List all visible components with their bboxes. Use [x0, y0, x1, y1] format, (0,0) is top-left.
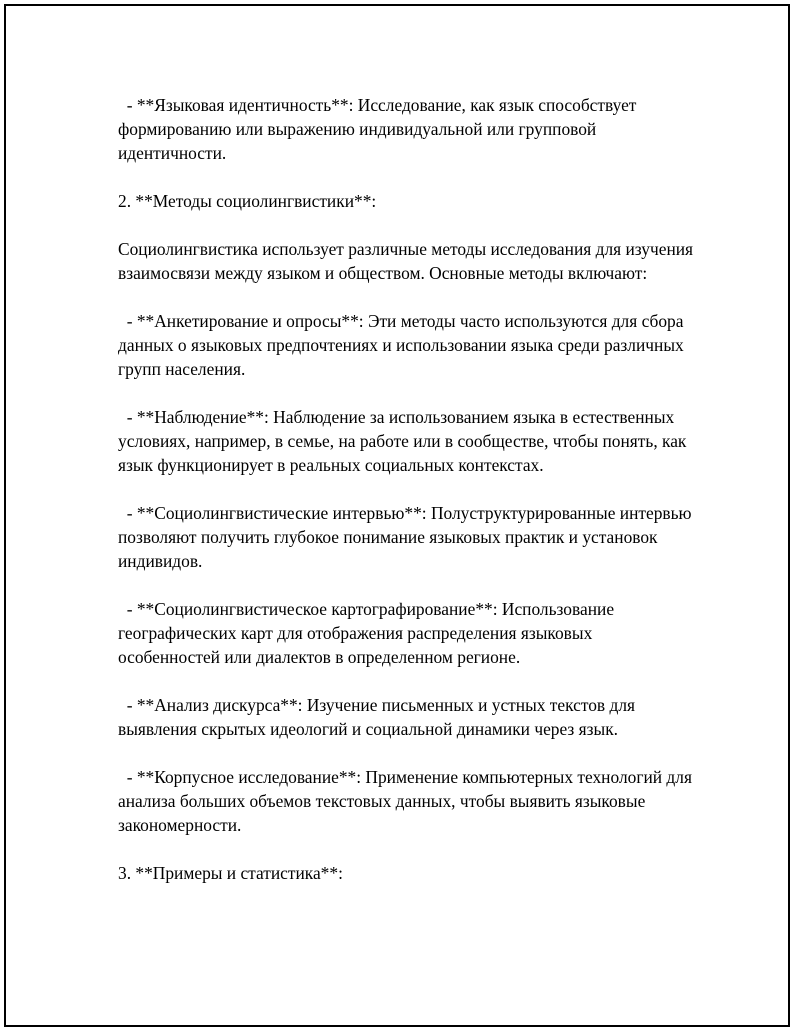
document-body — [118, 93, 698, 885]
methods-intro-paragraph: Социолингвистика использует различные методы исследования для изучения взаимосвязи между языком и обществом. Основные методы включают: — [118, 239, 698, 283]
section-heading-methods: 2. **Методы социолингвистики**: — [118, 191, 377, 211]
bullet-corpus-research: - **Корпусное исследование**: Применение компьютерных технологий для анализа больших объемов текстовых данных, чтобы выявить языковые закономерности. — [118, 767, 697, 835]
bullet-interviews: - **Социолингвистические интервью**: Полуструктурированные интервью позволяют получить глубокое понимание языковых практик и установок индивидов. — [118, 503, 696, 571]
bullet-language-identity: - **Языковая идентичность**: Исследование, как язык способствует формированию или выражению индивидуальной или групповой идентичности. — [118, 95, 641, 163]
bullet-mapping: - **Социолингвистическое картографирование**: Использование географических карт для отображения распределения языковых особенностей или диалектов в определенном регионе. — [118, 599, 619, 667]
bullet-discourse-analysis: - **Анализ дискурса**: Изучение письменных и устных текстов для выявления скрытых идеологий и социальной динамики через язык. — [118, 695, 640, 739]
bullet-surveys: - **Анкетирование и опросы**: Эти методы часто используются для сбора данных о языковых предпочтениях и использовании языка среди различных групп населения. — [118, 311, 689, 379]
section-heading-examples: 3. **Примеры и статистика**: — [118, 863, 343, 883]
bullet-observation: - **Наблюдение**: Наблюдение за использованием языка в естественных условиях, например, в семье, на работе или в сообществе, чтобы понять, как язык функционирует в реальных социальных контекстах. — [118, 407, 691, 475]
